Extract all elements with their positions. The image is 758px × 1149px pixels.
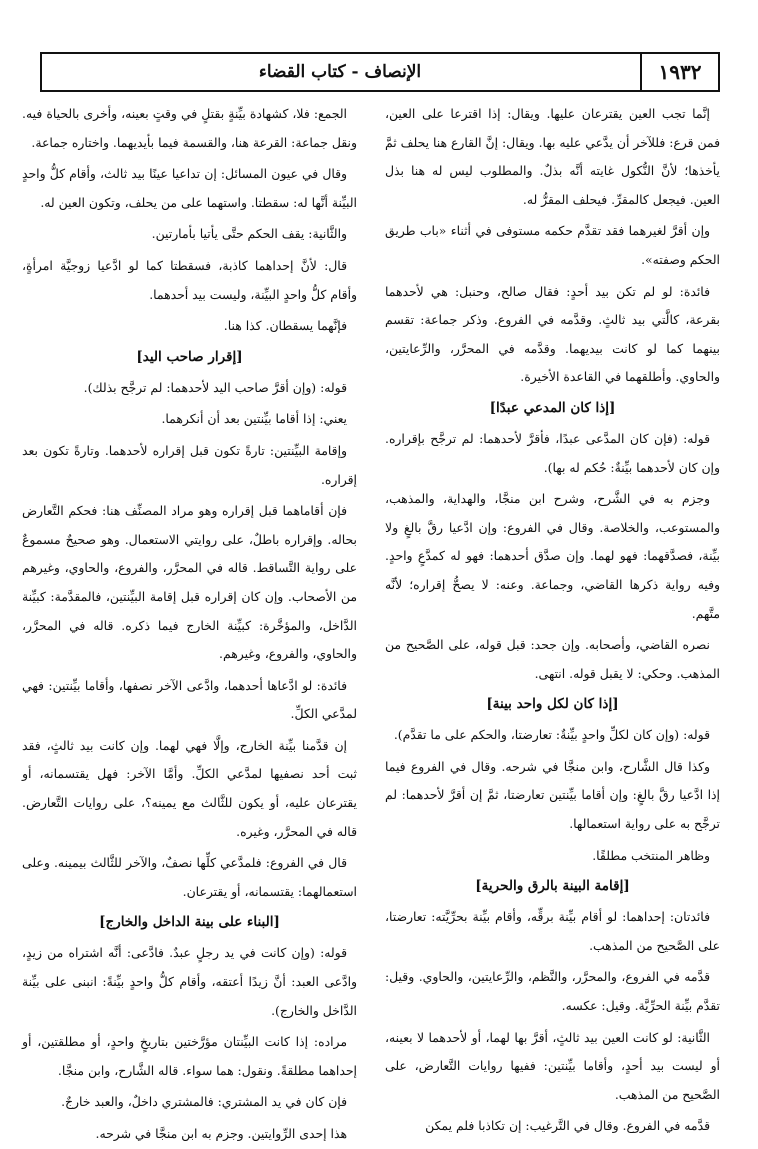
running-title: الإنصاف - كتاب القضاء — [258, 62, 422, 82]
section-heading: [إذا كان المدعي عبدًا] — [489, 399, 616, 416]
paragraph: وجزم به في الشَّرح، وشرح ابن منجَّا، والهداية، والمذهب، والمستوعب، والخلاصة. وقال في الفروع: وإن ادَّعيا رقَّ بالغٍ ولا بيِّنة، فصدَّقهما: فهو لهما. وإن صدَّق أحدهما: فهو له كمدَّعٍ واحدٍ. وفيه رواية ذكرها القاضي، وجماعة. وعنه: لا يصحُّ إقراره؛ لأنَّه متَّهم. — [385, 491, 720, 621]
section-heading: [إقرار صاحب اليد] — [136, 348, 243, 365]
paragraph: إن قدَّمنا بيِّنة الخارج، وإلَّا فهي لهما. وإن كانت بيد ثالثٍ، فقد ثبت أحد نصفيها لمدَّعي الكلِّ. وأمَّا الآخر: فهل يقتسمانه، أو يقترعان عليه، أو يكون للثَّالث مع يمينه؟، على روايات التَّعارض. قاله في المحرَّر، وغيره. — [22, 737, 357, 839]
page-number: ١٩٣٢ — [658, 60, 702, 84]
paragraph: قوله: (وإن أقرَّ صاحب اليد لأحدهما: لم ترجَّح بذلك). — [83, 379, 347, 395]
section-heading: [البناء على بينة الداخل والخارج] — [99, 914, 280, 931]
paragraph: والثَّانية: يقف الحكم حتَّى يأتيا بأمارتين. — [151, 226, 347, 242]
paragraph: فإن كان في يد المشتري: فالمشتري داخلٌ، والعبد خارجٌ. — [61, 1094, 347, 1110]
section-heading: [إقامة البينة بالرق والحرية] — [475, 878, 630, 895]
right-text-column — [385, 100, 720, 1134]
paragraph: الثَّانية: لو كانت العين بيد ثالثٍ، أقرَّ بها لهما، أو لأحدهما لا بعينه، أو ليست بيد أحدٍ، وأقاما بيِّنتين: ففيها روايات التَّعارض، على الصَّحيح من المذهب. — [385, 1029, 720, 1102]
paragraph: نصره القاضي، وأصحابه. وإن جحد: قبل قوله، على الصَّحيح من المذهب. وحكي: لا يقبل قوله. انتهى. — [385, 637, 720, 681]
paragraph: فائدة: لو لم تكن بيد أحدٍ: فقال صالح، وحنبل: هي لأحدهما بقرعة، كالَّتي بيد ثالثٍ. وقدَّمه في الفروع. وذكر جماعة: تقسم بينهما كما لو كانت بيديهما. وقدَّمه في المحرَّر، والرِّعايتين، والحاوي. وأطلقهما في القاعدة الأخيرة. — [385, 283, 720, 385]
paragraph: وقال في عيون المسائل: إن تداعيا عينًا بيد ثالث، وأقام كلُّ واحدٍ البيِّنة أنَّها له: سقطتا. واستهما على من يحلف، وتكون العين له. — [22, 166, 357, 210]
paragraph: قدَّمه في الفروع، والمحرَّر، والنَّظم، والرِّعايتين، والحاوي. وقيل: تقدَّم بيِّنة الحرِّيَّة. وقيل: عكسه. — [385, 969, 720, 1014]
paragraph: فإنَّهما يسقطان. كذا هنا. — [223, 318, 347, 334]
paragraph: إنَّما تجب العين يقترعان عليها. ويقال: إذا اقترعا على العين، فمن قرع: فللآخر أن يدَّعي عليه بها. ويقال: إنَّ القارع هنا يحلف ثمَّ يأخذها؛ لأنَّ النُّكول غايته أنَّه بذلٌ. والمطلوب ليس له هنا بذل العين. فيجعل كالمقرِّ. فيحلف المقرُّ له. — [385, 106, 720, 207]
paragraph: قدَّمه في الفروع. وقال في التَّرغيب: إن تكاذبا فلم يمكن — [425, 1118, 710, 1134]
paragraph: يعني: إذا أقاما بيِّنتين بعد أن أنكرهما. — [161, 411, 347, 427]
paragraph: هذا إحدى الرِّوايتين. وجزم به ابن منجَّا في شرحه. — [95, 1126, 347, 1141]
paragraph: مراده: إذا كانت البيِّنتان مؤرَّختين بتاريخٍ واحدٍ، أو مطلقتين، أو إحداهما مطلقةً. ونقول: هما سواء. قاله الشَّارح، وابن منجَّا. — [22, 1034, 357, 1078]
paragraph: قوله: (وإن كانت في يد رجلٍ عبدٌ. فادَّعى: أنَّه اشتراه من زيدٍ، وادَّعى العبد: أنَّ زيدًا أعتقه، وأقام كلُّ واحدٍ بيِّنةً: انبنى على بيِّنة الدَّاخل والخارج). — [22, 945, 357, 1018]
paragraph: قال في الفروع: فلمدَّعي كلِّها نصفٌ، والآخر للثَّالث بيمينه. وعلى استعمالهما: يقتسمانه، أو يقترعان. — [22, 855, 357, 899]
paragraph: فائدة: لو ادَّعاها أحدهما، وادَّعى الآخر نصفها، وأقاما بيِّنتين: فهي لمدَّعي الكلِّ. — [22, 677, 357, 722]
section-heading: [إذا كان لكل واحد بينة] — [486, 696, 619, 713]
paragraph: الجمع: فلا، كشهادة بيِّنةٍ بقتلٍ في وقتٍ بعينه، وأخرى بالحياة فيه. ونقل جماعة: القرعة هنا، والقسمة فيما بأيديهما. واختاره جماعة. — [22, 106, 357, 150]
paragraph: وكذا قال الشَّارح، وابن منجَّا في شرحه. وقال في الفروع فيما إذا ادَّعيا رقَّ بالغٍ: وإن أقاما بيِّنتين تعارضتا، ثمَّ إن أقرَّ لأحدهما: لم ترجَّح به على رواية استعمالها. — [385, 758, 720, 832]
paragraph: وظاهر المنتخب مطلقًا. — [592, 847, 710, 863]
paragraph: قوله: (فإن كان المدَّعى عبدًا، فأقرَّ لأحدهما: لم ترجَّح بإقراره. وإن كان لأحدهما بيِّنةٌ: حُكم له بها). — [385, 430, 720, 475]
paragraph: فائدتان: إحداهما: لو أقام بيِّنة برقِّه، وأقام بيِّنة بحرِّيَّته: تعارضتا، على الصَّحيح من المذهب. — [385, 909, 720, 953]
page-header — [40, 52, 720, 92]
paragraph: قال: لأنَّ إحداهما كاذبة، فسقطتا كما لو ادَّعيا زوجيَّة امرأةٍ، وأقام كلُّ واحدٍ البيِّنة، وليست بيد أحدهما. — [22, 257, 357, 302]
paragraph: وإن أقرَّ لغيرهما فقد تقدَّم حكمه مستوفى في أثناء «باب طريق الحكم وصفته». — [385, 223, 720, 267]
paragraph: قوله: (وإن كان لكلِّ واحدٍ بيِّنةٌ: تعارضتا، والحكم على ما تقدَّم). — [393, 727, 710, 743]
left-text-column — [22, 100, 357, 1141]
paragraph: فإن أقاماهما قبل إقراره وهو مراد المصنِّف هنا: فحكم التَّعارض بحاله. وإقراره باطلٌ، على روايتي الاستعمال. وهو صحيحٌ مسموعٌ على رواية التَّساقط. قاله في المحرَّر، والفروع، والحاوي، وغيرهم من الأصحاب. وإن كان إقراره قبل إقامة البيِّنتين، فالمقدَّمة: كبيِّنة الدَّاخل، والمؤخَّرة: كبيِّنة الخارج فيما ذكره. قاله في المحرَّر، والحاوي، والفروع، وغيرهم. — [22, 503, 357, 662]
paragraph: وإقامة البيِّنتين: تارةً تكون قبل إقراره لأحدهما. وتارةً تكون بعد إقراره. — [22, 442, 357, 487]
